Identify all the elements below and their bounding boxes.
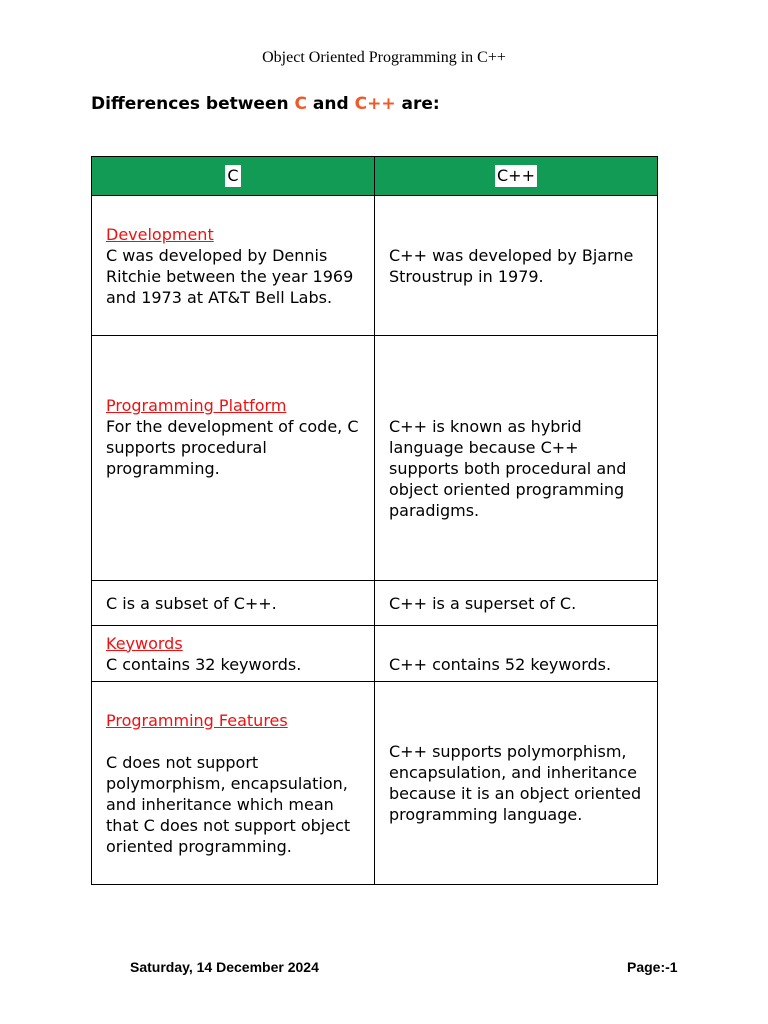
table-row [92,336,658,581]
cell-text: C++ is known as hybrid language because C++ supports both procedural and object oriented programming paradigms. [389,417,627,520]
section-title: Programming Features [106,710,288,730]
cell-text: C does not support polymorphism, encapsulation, and inheritance which mean that C does not support object oriented programming. [106,752,351,856]
spacer [106,500,362,521]
cell-text: For the development of code, C supports procedural programming. [106,417,359,478]
spacer [389,395,645,416]
table-header-row [92,157,658,196]
cell-c [92,626,375,682]
heading-prefix: Differences between [91,94,295,114]
spacer [389,633,645,654]
table-row [92,626,658,682]
cell-text: C++ supports polymorphism, encapsulation, and inheritance because it is an object oriented programming language. [389,742,642,824]
cell-c [92,336,375,581]
footer-date: Saturday, 14 December 2024 [130,959,319,975]
column-header-c [92,157,375,196]
cell-text: C++ is a superset of C. [389,593,577,613]
column-header-c-label: C [227,166,239,185]
cell-text: C++ contains 52 keywords. [389,654,612,674]
footer-page-number: Page:-1 [627,959,678,975]
cell-text: C was developed by Dennis Ritchie between the year 1969 and 1973 at AT&T Bell Labs. [106,245,354,307]
heading-cpp-label: C++ [354,94,396,114]
heading-middle: and [307,94,355,114]
cell-cpp [375,196,658,336]
table-row [92,581,658,626]
page-header-title: Object Oriented Programming in C++ [262,49,506,66]
section-title: Keywords [106,633,183,653]
page-heading [91,92,440,116]
cell-cpp [375,336,658,581]
section-title: Development [106,224,214,244]
cell-text: C++ was developed by Bjarne Stroustrup in 1979. [389,245,634,286]
heading-suffix: are: [395,94,440,114]
comparison-table [91,156,658,885]
column-header-cpp-label: C++ [497,166,535,185]
table-row [92,196,658,336]
cell-c [92,682,375,885]
column-header-cpp [375,157,658,196]
heading-c-label: C [294,94,307,114]
cell-cpp [375,626,658,682]
cell-text: C is a subset of C++. [106,593,277,613]
cell-cpp [375,581,658,626]
cell-c [92,581,375,626]
spacer [106,479,362,500]
cell-text: C contains 32 keywords. [106,654,302,674]
section-title: Programming Platform [106,396,287,415]
cell-cpp [375,682,658,885]
table-row [92,682,658,885]
cell-c [92,196,375,336]
spacer [106,731,362,752]
